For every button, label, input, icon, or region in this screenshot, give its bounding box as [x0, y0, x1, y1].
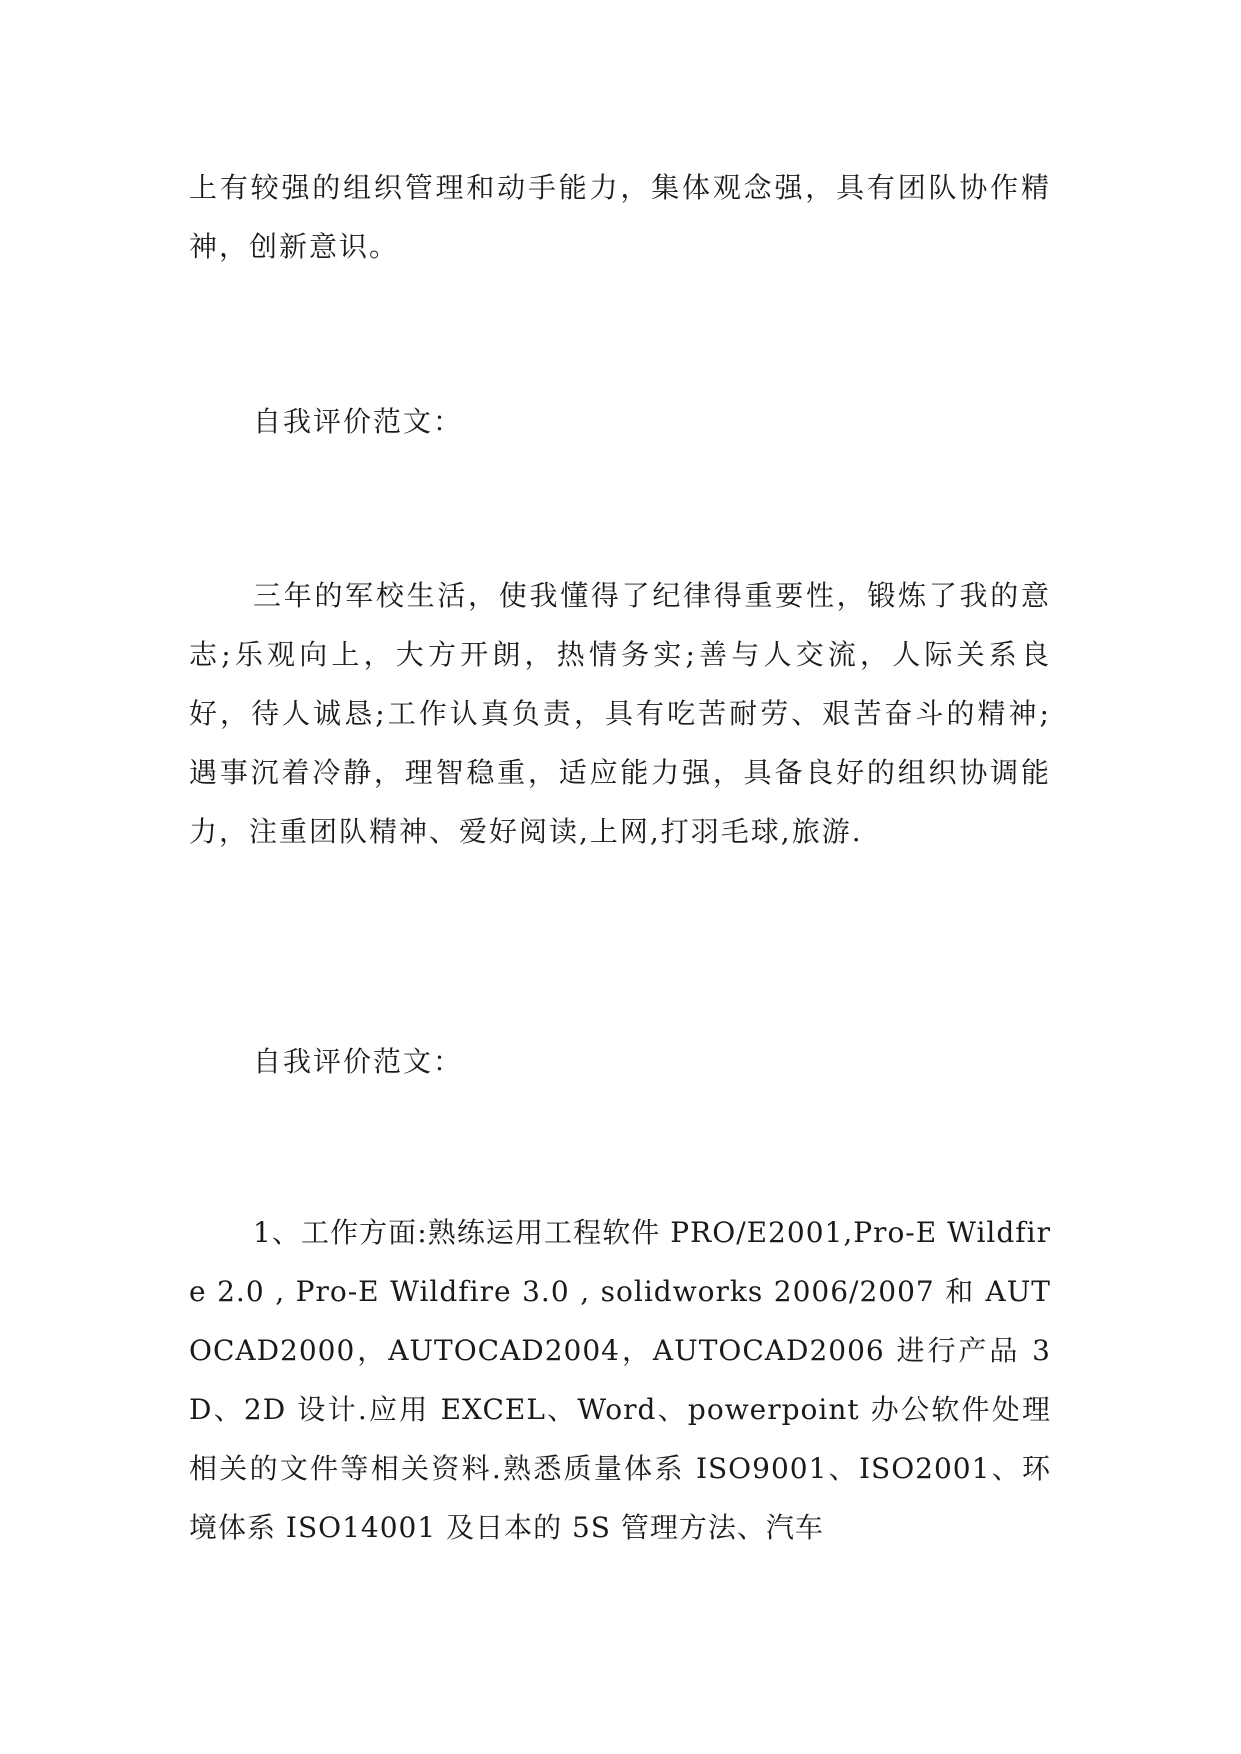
- paragraph-work-skills: 1、工作方面:熟练运用工程软件 PRO/E2001,Pro-E Wildfire 2.0 , Pro-E Wildfire 3.0 , solidworks 2006/2007 和 AUTOCAD2000，AUTOCAD2004，AUTOCAD2006 进行产品 3D、2D 设计.应用 EXCEL、Word、powerpoint 办公软件处理相关的文件等相关资料.熟悉质量体系 ISO9001、ISO2001、环境体系 ISO14001 及日本的 5S 管理方法、汽车: [189, 1216, 1051, 1544]
- paragraph-military-school: 三年的军校生活，使我懂得了纪律得重要性，锻炼了我的意志;乐观向上，大方开朗，热情务实;善与人交流，人际关系良好，待人诚恳;工作认真负责，具有吃苦耐劳、艰苦奋斗的精神;遇事沉着冷静，理智稳重，适应能力强，具备良好的组织协调能力，注重团队精神、爱好阅读,上网,打羽毛球,旅游.: [189, 579, 1051, 848]
- section-heading-self-evaluation-2: 自我评价范文：: [253, 1045, 464, 1078]
- section-heading-self-evaluation-1: 自我评价范文：: [253, 405, 464, 438]
- paragraph-teamwork: 上有较强的组织管理和动手能力，集体观念强，具有团队协作精神，创新意识。: [189, 171, 1051, 263]
